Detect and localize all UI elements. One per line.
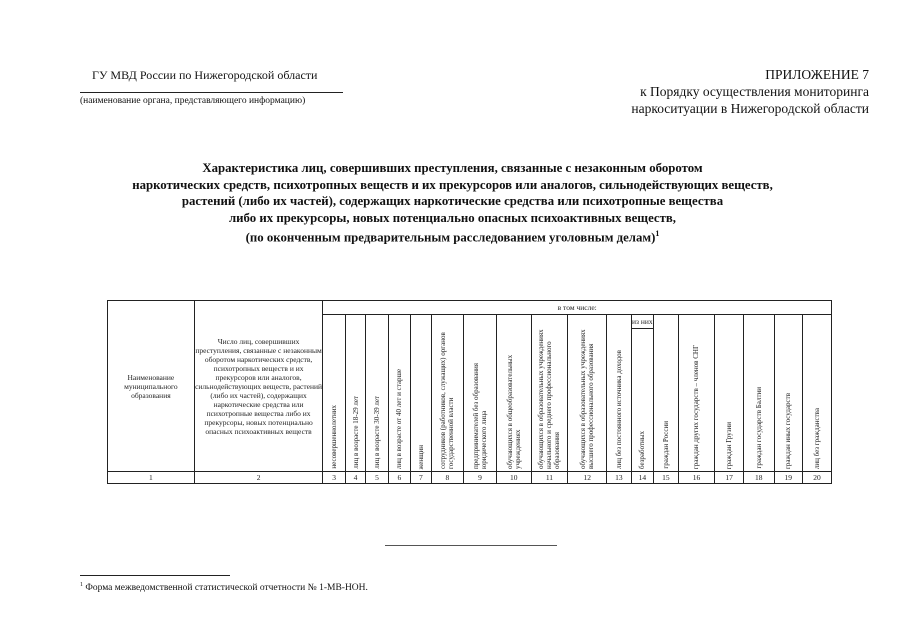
col-header-8: сотрудников (работников, служащих) органов государственной власти <box>431 315 464 472</box>
org-caption: (наименование органа, представляющего информацию) <box>80 96 306 106</box>
col-header-4: лиц в возрасте 18-29 лет <box>345 315 365 472</box>
col-header-14: безработных <box>631 329 653 472</box>
footnote-mark: 1 <box>80 582 83 588</box>
document-title <box>40 160 865 246</box>
title-line-5: (по оконченным предварительным расследованием уголовным делам)$^1$ <box>245 229 660 245</box>
title-line-1: Характеристика лиц, совершивших преступления, связанные с незаконным оборотом <box>202 161 703 175</box>
col-number-8: 8 <box>431 472 464 484</box>
sub-group-header: из них <box>631 315 653 329</box>
col-number-5: 5 <box>366 472 388 484</box>
col-header-11: обучающихся в образовательных учреждениях начального и среднего профессионального образования <box>531 315 568 472</box>
stats-table <box>107 300 832 484</box>
appendix-line-2: наркоситуации в Нижегородской области <box>631 101 869 116</box>
col-number-12: 12 <box>568 472 607 484</box>
appendix-line-1: к Порядку осуществления мониторинга <box>640 84 869 99</box>
col-header-16: граждан других государств – членов СНГ <box>678 315 715 472</box>
col-number-13: 13 <box>607 472 632 484</box>
col-header-5: лиц в возрасте 30-39 лет <box>366 315 388 472</box>
col-number-15: 15 <box>654 472 679 484</box>
col-header-17: граждан Грузии <box>715 315 744 472</box>
col-number-16: 16 <box>678 472 715 484</box>
appendix-block <box>631 66 869 117</box>
title-line-4: либо их прекурсоры, новых потенциально опасных психоактивных веществ, <box>228 210 677 225</box>
col-number-10: 10 <box>496 472 531 484</box>
col-number-17: 17 <box>715 472 744 484</box>
col-municipality-header: Наименование муниципального образования <box>108 301 195 472</box>
col-total-header: Число лиц, совершивших преступления, связанные с незаконным оборотом наркотических средств, психотропных веществ и их прекурсоров или аналогов, сильнодействующих веществ, растений (либо их частей), содержащих наркотические средства или психотропные вещества либо их прекурсоры, новых потенциально опасных психоактивных веществ <box>194 301 323 472</box>
appendix-title: ПРИЛОЖЕНИЕ 7 <box>765 67 869 82</box>
col-header-6: лиц в возрасте от 40 лет и старше <box>388 315 410 472</box>
footnote-separator <box>80 575 230 576</box>
col-number-9: 9 <box>464 472 497 484</box>
org-underline <box>80 92 343 93</box>
col-number-19: 19 <box>774 472 803 484</box>
col-number-4: 4 <box>345 472 365 484</box>
footnote-ref: 1 <box>655 229 660 238</box>
col-header-12: обучающихся в образовательных учреждениях высшего профессионального образования <box>568 315 607 472</box>
col-header-19: граждан иных государств <box>774 315 803 472</box>
footnote-text: Форма межведомственной статистической отчетности № 1-МВ-НОН. <box>85 583 368 594</box>
col-number-11: 11 <box>531 472 568 484</box>
col-number-1: 1 <box>108 472 195 484</box>
col-number-3: 3 <box>323 472 345 484</box>
footnote <box>80 582 368 593</box>
col-header-3: несовершеннолетних <box>323 315 345 472</box>
col-number-6: 6 <box>388 472 410 484</box>
page-divider <box>385 545 557 546</box>
org-name: ГУ МВД России по Нижегородской области <box>92 68 318 82</box>
col-header-15: граждан России <box>654 315 679 472</box>
col-header-10: обучающихся в общеобразовательных учреждениях <box>496 315 531 472</box>
col-header-7: женщин <box>411 315 431 472</box>
group-header: в том числе: <box>323 301 832 315</box>
title-line-2: наркотических средств, психотропных веществ и их прекурсоров или аналогов, сильнодействующих веществ, <box>132 177 773 192</box>
col-number-2: 2 <box>194 472 323 484</box>
col-number-18: 18 <box>743 472 774 484</box>
title-line-3: растений (либо их частей), содержащих наркотические средства или психотропные вещества <box>181 194 724 208</box>
col-number-14: 14 <box>631 472 653 484</box>
col-header-20: лиц без гражданства <box>803 315 832 472</box>
col-number-7: 7 <box>411 472 431 484</box>
col-header-18: граждан государств Балтии <box>743 315 774 472</box>
col-number-20: 20 <box>803 472 832 484</box>
col-header-9: предпринимателей без образования юридического лица <box>464 315 497 472</box>
col-header-13: лиц без постоянного источника доходов <box>607 315 632 472</box>
